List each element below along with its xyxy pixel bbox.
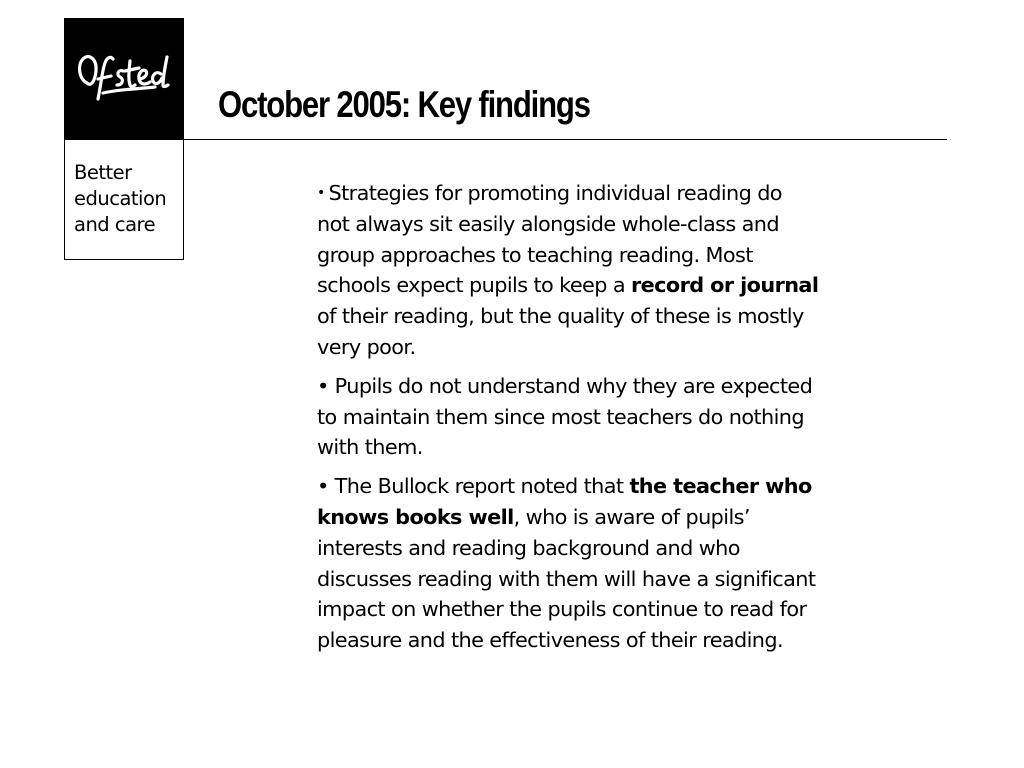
logo-tagline xyxy=(74,160,180,238)
text-line: group approaches to teaching reading. Most xyxy=(317,242,753,267)
text-line: • Pupils do not understand why they are expected xyxy=(317,373,813,398)
emphasis-text: knows books well xyxy=(317,504,514,529)
tagline-line: and care xyxy=(74,213,156,236)
tagline-line: education xyxy=(74,187,167,210)
ofsted-logo xyxy=(64,18,184,260)
text-line: interests and reading background and who xyxy=(317,535,740,560)
ofsted-wordmark-icon xyxy=(65,19,183,140)
text-line: of their reading, but the quality of these is mostly xyxy=(317,304,804,329)
bullet-icon: • xyxy=(317,185,329,201)
text-line: • The Bullock report noted that the teacher who xyxy=(317,474,812,499)
finding-item xyxy=(317,371,917,463)
finding-item xyxy=(317,471,917,656)
ofsted-wordmark-panel xyxy=(65,19,183,140)
finding-item xyxy=(317,178,917,363)
text-line: pleasure and the effectiveness of their reading. xyxy=(317,628,783,653)
text-line: discusses reading with them will have a significant xyxy=(317,566,816,591)
text-line: not always sit easily alongside whole-class and xyxy=(317,211,779,236)
emphasis-text: record or journal xyxy=(631,273,819,298)
text-line: • Strategies for promoting individual reading do xyxy=(317,181,782,205)
tagline-line: Better xyxy=(74,161,132,184)
text-line: to maintain them since most teachers do nothing xyxy=(317,404,804,429)
text-line: knows books well, who is aware of pupils’ xyxy=(317,504,750,529)
text-line: with them. xyxy=(317,435,423,460)
text-line: very poor. xyxy=(317,334,416,359)
slide-title: October 2005: Key findings xyxy=(218,84,590,125)
emphasis-text: the teacher who xyxy=(629,474,812,499)
text-line: schools expect pupils to keep a record or journal xyxy=(317,273,819,298)
title-divider xyxy=(184,139,947,140)
text-line: impact on whether the pupils continue to read for xyxy=(317,597,807,622)
findings-list xyxy=(317,178,917,664)
